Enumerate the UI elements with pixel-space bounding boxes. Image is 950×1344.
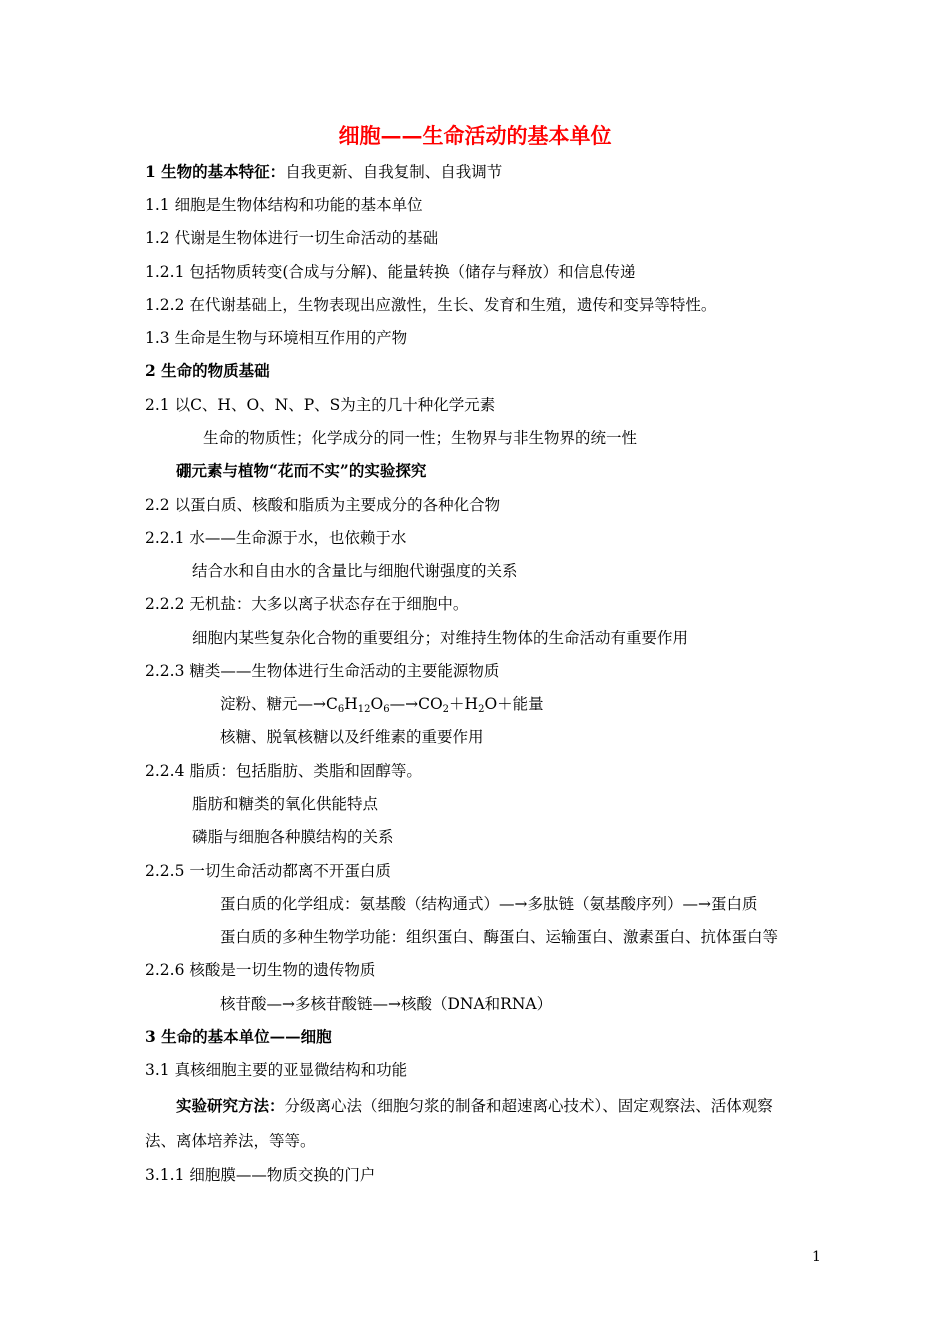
item-2-2-1-note: 结合水和自由水的含量比与细胞代谢强度的关系	[192, 562, 518, 580]
page-number: 1	[812, 1249, 821, 1265]
item-2-2-1: 2.2.1 水——生命源于水，也依赖于水	[145, 529, 407, 547]
formula-subscript: 6	[383, 704, 390, 715]
formula-part: H	[344, 695, 358, 713]
item-2-2-5: 2.2.5 一切生命活动都离不开蛋白质	[145, 862, 391, 880]
item-2-1-experiment: 硼元素与植物“花而不实”的实验探究	[176, 461, 427, 480]
section-2-heading: 2 生命的物质基础	[145, 361, 270, 380]
item-2-2-3-note: 核糖、脱氧核糖以及纤维素的重要作用	[220, 728, 484, 746]
item-2-2-2: 2.2.2 无机盐：大多以离子状态存在于细胞中。	[145, 595, 469, 613]
item-3-1-methods	[176, 1095, 773, 1117]
item-2-2-4-note-a: 脂肪和糖类的氧化供能特点	[192, 795, 379, 813]
item-2-2-3: 2.2.3 糖类——生物体进行生命活动的主要能源物质	[145, 662, 500, 680]
item-1-2-1: 1.2.1 包括物质转变(合成与分解)、能量转换（储存与释放）和信息传递	[145, 263, 636, 281]
item-2-2-4-note-b: 磷脂与细胞各种膜结构的关系	[192, 828, 394, 846]
section-3-heading: 3 生命的基本单位——细胞	[145, 1027, 332, 1046]
formula-subscript: 6	[337, 704, 345, 715]
formula-part: —→CO	[389, 695, 443, 713]
formula-subscript: 2	[478, 704, 485, 715]
item-2-2-4: 2.2.4 脂质：包括脂肪、类脂和固醇等。	[145, 762, 422, 780]
formula-part: O＋能量	[484, 695, 544, 713]
item-1-2-2: 1.2.2 在代谢基础上，生物表现出应激性，生长、发育和生殖，遗传和变异等特性。	[145, 296, 717, 314]
formula-subscript: 12	[357, 704, 371, 715]
item-3-1-methods-cont: 法、离体培养法，等等。	[145, 1132, 316, 1150]
section-1-label: 1 生物的基本特征：	[145, 162, 286, 181]
item-2-2-3-formula	[220, 693, 544, 715]
formula-part: ＋H	[449, 695, 479, 713]
item-2-2-6: 2.2.6 核酸是一切生物的遗传物质	[145, 961, 376, 979]
item-1-3: 1.3 生命是生物与环境相互作用的产物	[145, 329, 408, 347]
item-1-1: 1.1 细胞是生物体结构和功能的基本单位	[145, 196, 423, 214]
item-2-2-6-note: 核苷酸—→多核苷酸链—→核酸（DNA和RNA）	[220, 995, 553, 1013]
item-1-2: 1.2 代谢是生物体进行一切生命活动的基础	[145, 229, 439, 247]
formula-part: 淀粉、糖元—→C	[220, 695, 338, 713]
item-2-1-note: 生命的物质性；化学成分的同一性；生物界与非生物界的统一性	[203, 429, 638, 447]
item-2-2-2-note: 细胞内某些复杂化合物的重要组分；对维持生物体的生命活动有重要作用	[192, 629, 689, 647]
section-1-heading	[145, 161, 502, 183]
item-3-1-1: 3.1.1 细胞膜——物质交换的门户	[145, 1166, 376, 1184]
methods-label: 实验研究方法：	[176, 1096, 285, 1115]
formula-part: O	[370, 695, 384, 713]
item-2-2: 2.2 以蛋白质、核酸和脂质为主要成分的各种化合物	[145, 496, 501, 514]
item-2-1: 2.1 以C、H、O、N、P、S为主的几十种化学元素	[145, 396, 496, 414]
item-2-2-5-note-b: 蛋白质的多种生物学功能：组织蛋白、酶蛋白、运输蛋白、激素蛋白、抗体蛋白等	[220, 928, 779, 946]
page-title: 细胞——生命活动的基本单位	[338, 123, 612, 148]
formula-subscript: 2	[442, 704, 450, 715]
section-1-text: 自我更新、自我复制、自我调节	[285, 163, 503, 181]
methods-text: 分级离心法（细胞匀浆的制备和超速离心技术）、固定观察法、活体观察	[284, 1097, 773, 1115]
item-3-1: 3.1 真核细胞主要的亚显微结构和功能	[145, 1061, 408, 1079]
item-2-2-5-note-a: 蛋白质的化学组成：氨基酸（结构通式）—→多肽链（氨基酸序列）—→蛋白质	[220, 895, 758, 913]
